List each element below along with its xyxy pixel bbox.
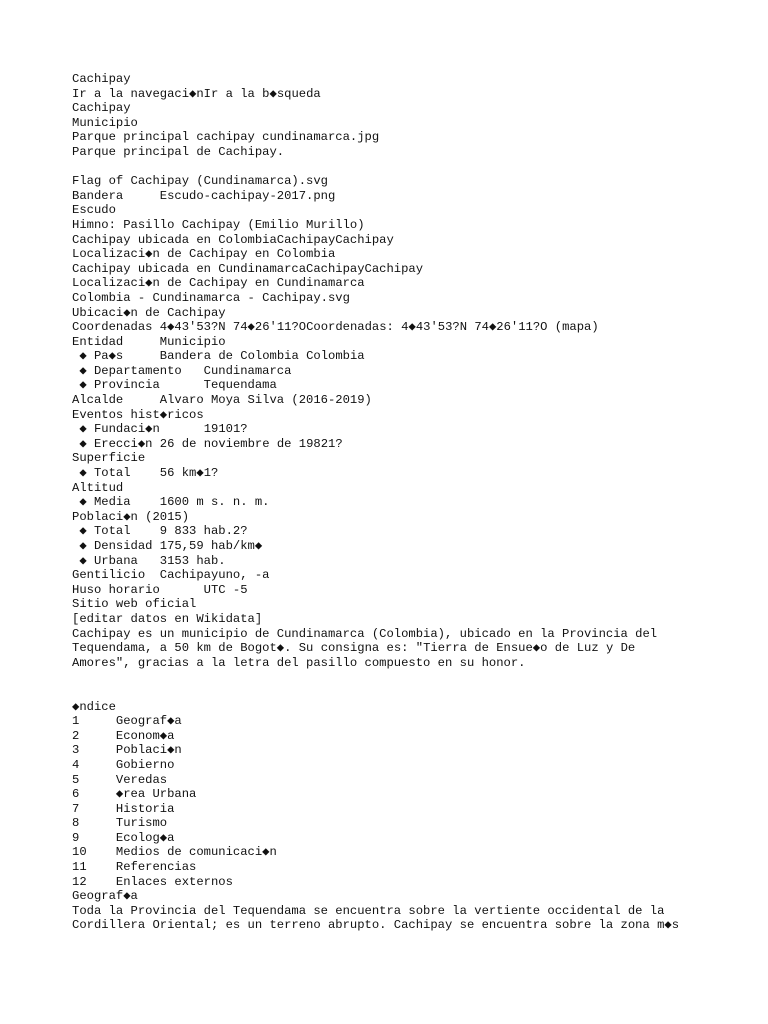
document-line: ◆ Total 56 km◆1? (72, 466, 219, 481)
document-line: Sitio web oficial (72, 597, 197, 612)
document-line: 10 Medios de comunicaci◆n (72, 845, 277, 860)
document-line: Toda la Provincia del Tequendama se encuentra sobre la vertiente occidental de la (72, 903, 665, 918)
document-text (72, 72, 712, 933)
document-line: Flag of Cachipay (Cundinamarca).svg (72, 174, 328, 189)
document-line: ◆ Urbana 3153 hab. (72, 553, 226, 568)
document-line: Parque principal cachipay cundinamarca.jpg (72, 130, 380, 145)
document-line: Escudo (72, 203, 116, 218)
document-line: 1 Geograf◆a (72, 714, 182, 729)
document-line: Superficie (72, 451, 146, 466)
document-line: Cordillera Oriental; es un terreno abrupto. Cachipay se encuentra sobre la zona m◆s (72, 918, 680, 933)
document-line: 7 Historia (72, 801, 175, 816)
document-line: Altitud (72, 480, 124, 495)
document-line: Bandera Escudo-cachipay-2017.png (72, 188, 336, 203)
document-line: ◆ Provincia Tequendama (72, 378, 277, 393)
document-line: ◆ Pa◆s Bandera de Colombia Colombia (72, 349, 365, 364)
document-line: 2 Econom◆a (72, 728, 175, 743)
document-line: 3 Poblaci◆n (72, 743, 182, 758)
document-line (72, 670, 712, 685)
document-line: Alcalde Alvaro Moya Silva (2016-2019) (72, 393, 372, 408)
document-line: 12 Enlaces externos (72, 874, 233, 889)
document-line (72, 685, 712, 700)
document-line: Cachipay (72, 101, 131, 116)
document-line: 8 Turismo (72, 816, 168, 831)
document-line: ◆ Media 1600 m s. n. m. (72, 495, 270, 510)
document-line: Localizaci◆n de Cachipay en Cundinamarca (72, 276, 365, 291)
document-line: Entidad Municipio (72, 334, 226, 349)
document-line: Ir a la navegaci◆nIr a la b◆squeda (72, 86, 321, 101)
document-line: Parque principal de Cachipay. (72, 144, 285, 159)
document-line: Tequendama, a 50 km de Bogot◆. Su consigna es: "Tierra de Ensue◆o de Luz y De (72, 641, 636, 656)
document-line: ◆ Densidad 175,59 hab/km◆ (72, 539, 263, 553)
document-line: Ubicaci◆n de Cachipay (72, 305, 226, 320)
document-line: 6 ◆rea Urbana (72, 787, 197, 802)
document-line: Poblaci◆n (2015) (72, 509, 190, 524)
document-line: Municipio (72, 115, 138, 130)
document-line: Eventos hist◆ricos (72, 407, 204, 422)
document-line: Geograf◆a (72, 889, 138, 904)
document-line: ◆ Erecci◆n 26 de noviembre de 19821? (72, 436, 343, 451)
document-line: Cachipay es un municipio de Cundinamarca (Colombia), ubicado en la Provincia del (72, 626, 658, 641)
document-line: ◆ Total 9 833 hab.2? (72, 524, 248, 539)
document-line: Cachipay ubicada en CundinamarcaCachipayCachipay (72, 261, 424, 276)
document-line: 11 Referencias (72, 860, 197, 875)
document-line: Amores", gracias a la letra del pasillo compuesto en su honor. (72, 655, 526, 670)
document-line: Coordenadas 4◆43'53?N 74◆26'11?OCoordenadas: 4◆43'53?N 74◆26'11?O (mapa) (72, 320, 599, 335)
document-line: Gentilicio Cachipayuno, -a (72, 568, 270, 583)
document-line: Cachipay (72, 72, 131, 86)
document-line: Himno: Pasillo Cachipay (Emilio Murillo) (72, 217, 365, 232)
document-line (72, 160, 712, 175)
document-line: 9 Ecolog◆a (72, 830, 175, 845)
document-line: 4 Gobierno (72, 757, 175, 772)
document-line: ◆ Departamento Cundinamarca (72, 363, 292, 378)
document-line: Huso horario UTC -5 (72, 582, 248, 597)
document-line: [editar datos en Wikidata] (72, 611, 263, 626)
document-line: ◆ Fundaci◆n 19101? (72, 422, 248, 437)
document-line: Localizaci◆n de Cachipay en Colombia (72, 247, 336, 262)
document-line: Cachipay ubicada en ColombiaCachipayCachipay (72, 232, 394, 247)
document-line: 5 Veredas (72, 772, 168, 787)
document-line: ◆ndice (72, 699, 116, 714)
document-line: Colombia - Cundinamarca - Cachipay.svg (72, 290, 350, 305)
